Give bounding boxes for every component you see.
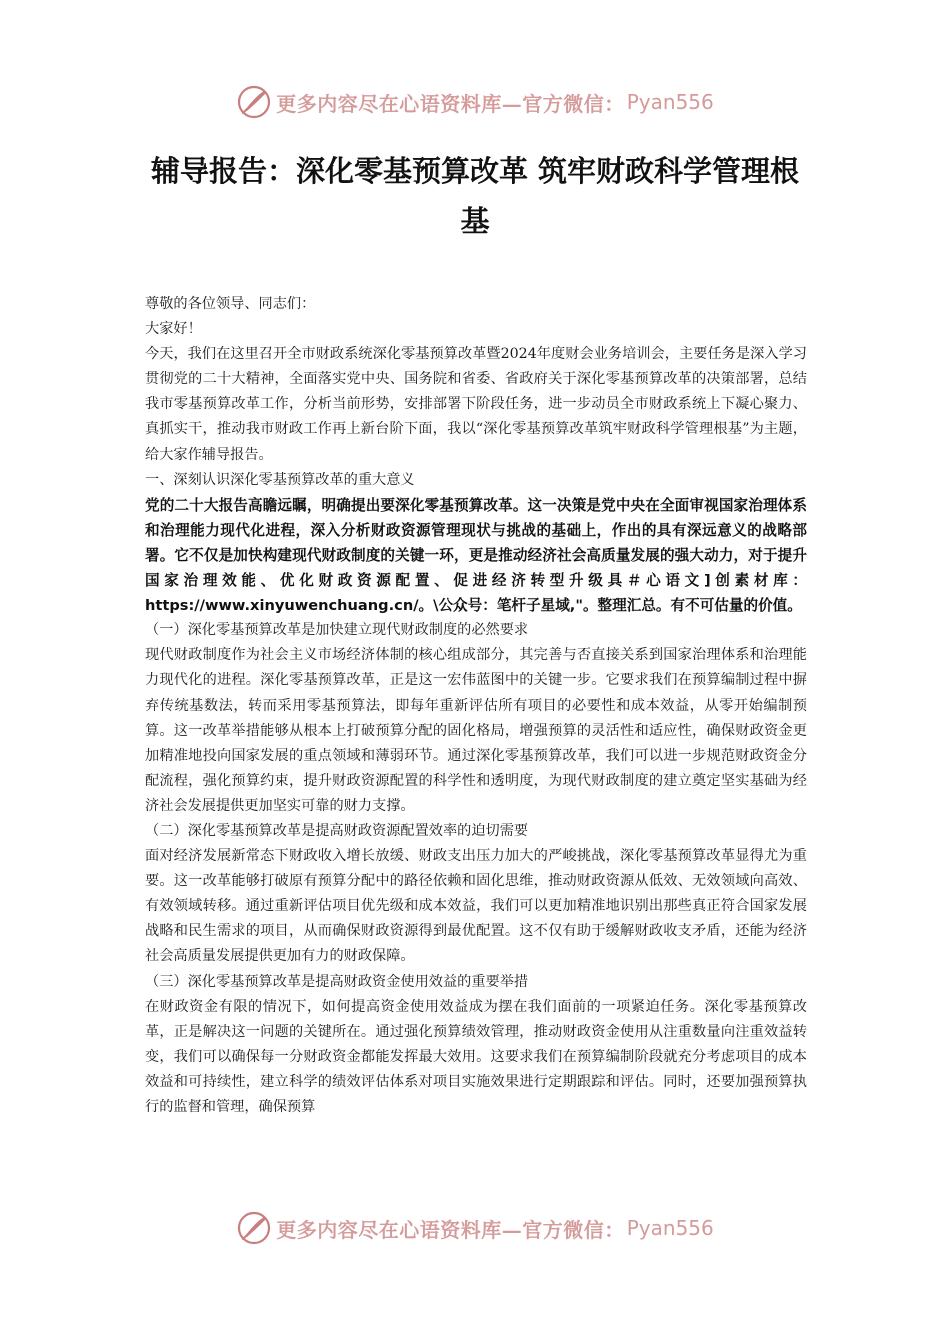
subsection-heading: （二）深化零基预算改革是提高财政资源配置效率的迫切需要 [145, 822, 529, 839]
writing-pen-logo-icon [236, 1210, 272, 1246]
banner-text: 更多内容尽在心语资料库—官方微信： [276, 1217, 625, 1242]
intro-paragraph: 今天，我们在这里召开全市财政系统深化零基预算改革暨2024年度财会业务培训会，主要任务是深入学习贯彻党的二十大精神，全面落实党中央、国务院和省委、省政府关于深化零基预算改革的决策部署，总结我市零基预算改革工作，分析当前形势，安排部署下阶段任务，进一步动员全市财政系统上下凝心聚力、真抓实干，推动我市财政工作再上新台阶下面，我以“深化零基预算改革筑牢财政科学管理根基”为主题，给大家作辅导报告。 [145, 346, 807, 463]
footer-banner [0, 1206, 950, 1250]
banner-contact: Pyan556 [626, 90, 714, 114]
document-title: 辅导报告：深化零基预算改革 筑牢财政科学管理根基 [150, 154, 800, 238]
subsection-heading: （一）深化零基预算改革是加快建立现代财政制度的必然要求 [145, 622, 529, 639]
banner-text: 更多内容尽在心语资料库—官方微信： [276, 91, 625, 116]
body-paragraph: 面对经济发展新常态下财政收入增长放缓、财政支出压力加大的严峻挑战，深化零基预算改革显得尤为重要。这一改革能够打破原有预算分配中的路径依赖和固化思维，推动财政资源从低效、无效领域向高效、有效领域转移。通过重新评估项目优先级和成本效益，我们可以更加精准地识别出那些真正符合国家发展战略和民生需求的项目，从而确保财政资源得到最优配置。这不仅有助于缓解财政收支矛盾，还能为经济社会高质量发展提供更加有力的财政保障。 [145, 848, 807, 965]
document-body [145, 292, 807, 1120]
greeting: 大家好！ [145, 321, 202, 338]
salutation: 尊敬的各位领导、同志们： [145, 296, 316, 312]
body-paragraph: 在财政资金有限的情况下，如何提高资金使用效益成为摆在我们面前的一项紧迫任务。深化零基预算改革，正是解决这一问题的关键所在。通过强化预算绩效管理，推动财政资金使用从注重数量向注重效益转变，我们可以确保每一分财政资金都能发挥最大效用。这要求我们在预算编制阶段就充分考虑项目的成本效益和可持续性，建立科学的绩效评估体系对项目实施效果进行定期跟踪和评估。同时，还要加强预算执行的监督和管理，确保预算 [145, 998, 807, 1115]
section-heading: 一、深刻认识深化零基预算改革的重大意义 [145, 471, 415, 488]
writing-pen-logo-icon [236, 84, 272, 120]
banner-contact: Pyan556 [626, 1216, 714, 1240]
bold-paragraph: 党的二十大报告高瞻远瞩，明确提出要深化零基预算改革。这一决策是党中央在全面审视国家治理体系和治理能力现代化进程，深入分析财政资源管理现状与挑战的基础上，作出的具有深远意义的战略部署。它不仅是加快构建现代财政制度的关键一环，更是推动经济社会高质量发展的强大动力，对于提升国家治理效能、优化财政资源配置、促进经济转型升级具＃心语文]创素材库：https://www.xinyuwenchuang.cn/。\公众号：笔杆子星域,"。整理汇总。有不可估量的价值。 [145, 496, 807, 615]
header-banner [0, 80, 950, 124]
subsection-heading: （三）深化零基预算改革是提高财政资金使用效益的重要举措 [145, 973, 529, 990]
body-paragraph: 现代财政制度作为社会主义市场经济体制的核心组成部分，其完善与否直接关系到国家治理体系和治理能力现代化的进程。深化零基预算改革，正是这一宏伟蓝图中的关键一步。它要求我们在预算编制过程中摒弃传统基数法，转而采用零基预算法，即每年重新评估所有项目的必要性和成本效益，从零开始编制预算。这一改革举措能够从根本上打破预算分配的固化格局，增强预算的灵活性和适应性，确保财政资金更加精准地投向国家发展的重点领域和薄弱环节。通过深化零基预算改革，我们可以进一步规范财政资金分配流程，强化预算约束，提升财政资源配置的科学性和透明度，为现代财政制度的建立奠定坚实基础为经济社会发展提供更加坚实可靠的财力支撑。 [145, 647, 807, 814]
